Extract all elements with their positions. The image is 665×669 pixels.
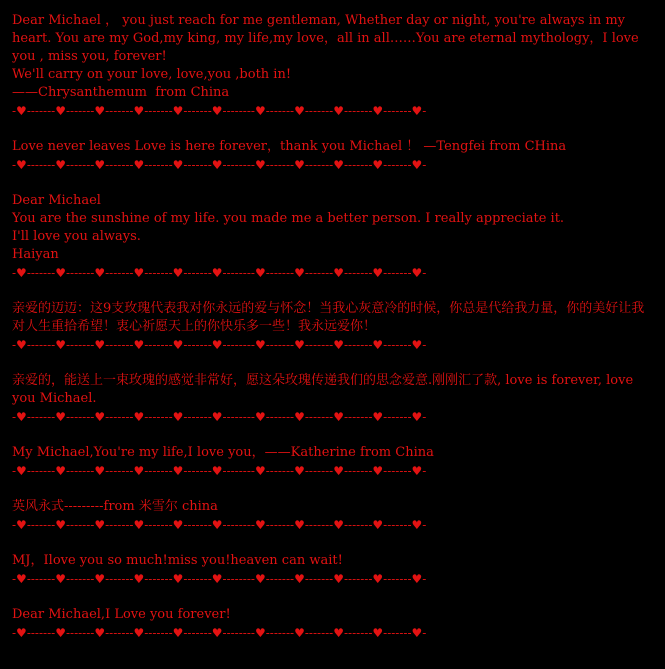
message-forever — [12, 606, 653, 642]
heart-divider: -♥-------♥-------♥-------♥-------♥-------♥--------♥-------♥-------♥-------♥-------♥- — [12, 266, 427, 280]
message-michelle — [12, 498, 653, 534]
message-text: I'll love you always. — [12, 229, 141, 244]
message-text: You are the sunshine of my life. you made me a better person. I really appreciate it. — [12, 211, 565, 226]
message-text: Love never leaves Love is here forever，thank you Michael ！ —Tengfei from CHina — [12, 139, 567, 154]
message-roses-nine — [12, 300, 653, 354]
heart-divider: -♥-------♥-------♥-------♥-------♥-------♥--------♥-------♥-------♥-------♥-------♥- — [12, 104, 427, 118]
message-haiyan — [12, 192, 653, 282]
heart-divider: -♥-------♥-------♥-------♥-------♥-------♥--------♥-------♥-------♥-------♥-------♥- — [12, 572, 427, 586]
heart-divider: -♥-------♥-------♥-------♥-------♥-------♥--------♥-------♥-------♥-------♥-------♥- — [12, 518, 427, 532]
heart-divider: -♥-------♥-------♥-------♥-------♥-------♥--------♥-------♥-------♥-------♥-------♥- — [12, 158, 427, 172]
message-text: MJ，Ilove you so much!miss you!heaven can wait! — [12, 553, 343, 568]
heart-divider: -♥-------♥-------♥-------♥-------♥-------♥--------♥-------♥-------♥-------♥-------♥- — [12, 410, 427, 424]
message-mj — [12, 552, 653, 588]
message-greeting: Dear Michael — [12, 193, 101, 208]
message-text: 亲爱的，能送上一束玫瑰的感觉非常好，愿这朵玫瑰传递我们的思念爱意.刚刚汇了款, love is forever, love you Michael. — [12, 373, 638, 406]
message-rose-bouquet — [12, 372, 653, 426]
message-text: Dear Michael,I Love you forever! — [12, 607, 231, 622]
message-signature: Haiyan — [12, 247, 59, 262]
heart-divider: -♥-------♥-------♥-------♥-------♥-------♥--------♥-------♥-------♥-------♥-------♥- — [12, 464, 427, 478]
heart-divider: -♥-------♥-------♥-------♥-------♥-------♥--------♥-------♥-------♥-------♥-------♥- — [12, 338, 427, 352]
message-chrysanthemum — [12, 12, 653, 120]
message-text: We'll carry on your love, love,you ,both in! — [12, 67, 292, 82]
message-tengfei — [12, 138, 653, 174]
message-text: My Michael,You're my life,I love you，——Katherine from China — [12, 445, 434, 460]
message-katherine — [12, 444, 653, 480]
message-text: Dear Michael ， you just reach for me gentleman, Whether day or night, you're always in my heart. You are my God,my king, my life,my love，all in all……You are eternal mythology，I love you , miss you, forever! — [12, 13, 643, 64]
message-text: 亲爱的迈迈：这9支玫瑰代表我对你永远的爱与怀念！当我心灰意冷的时候，你总是代给我力量，你的美好让我对人生重拾希望！衷心祈愿天上的你快乐多一些！我永远爱你！ — [12, 301, 645, 334]
message-signature: ——Chrysanthemum from China — [12, 85, 230, 100]
heart-divider: -♥-------♥-------♥-------♥-------♥-------♥--------♥-------♥-------♥-------♥-------♥- — [12, 626, 427, 640]
message-text: 英风永式---------from 米雪尔 china — [12, 499, 218, 514]
